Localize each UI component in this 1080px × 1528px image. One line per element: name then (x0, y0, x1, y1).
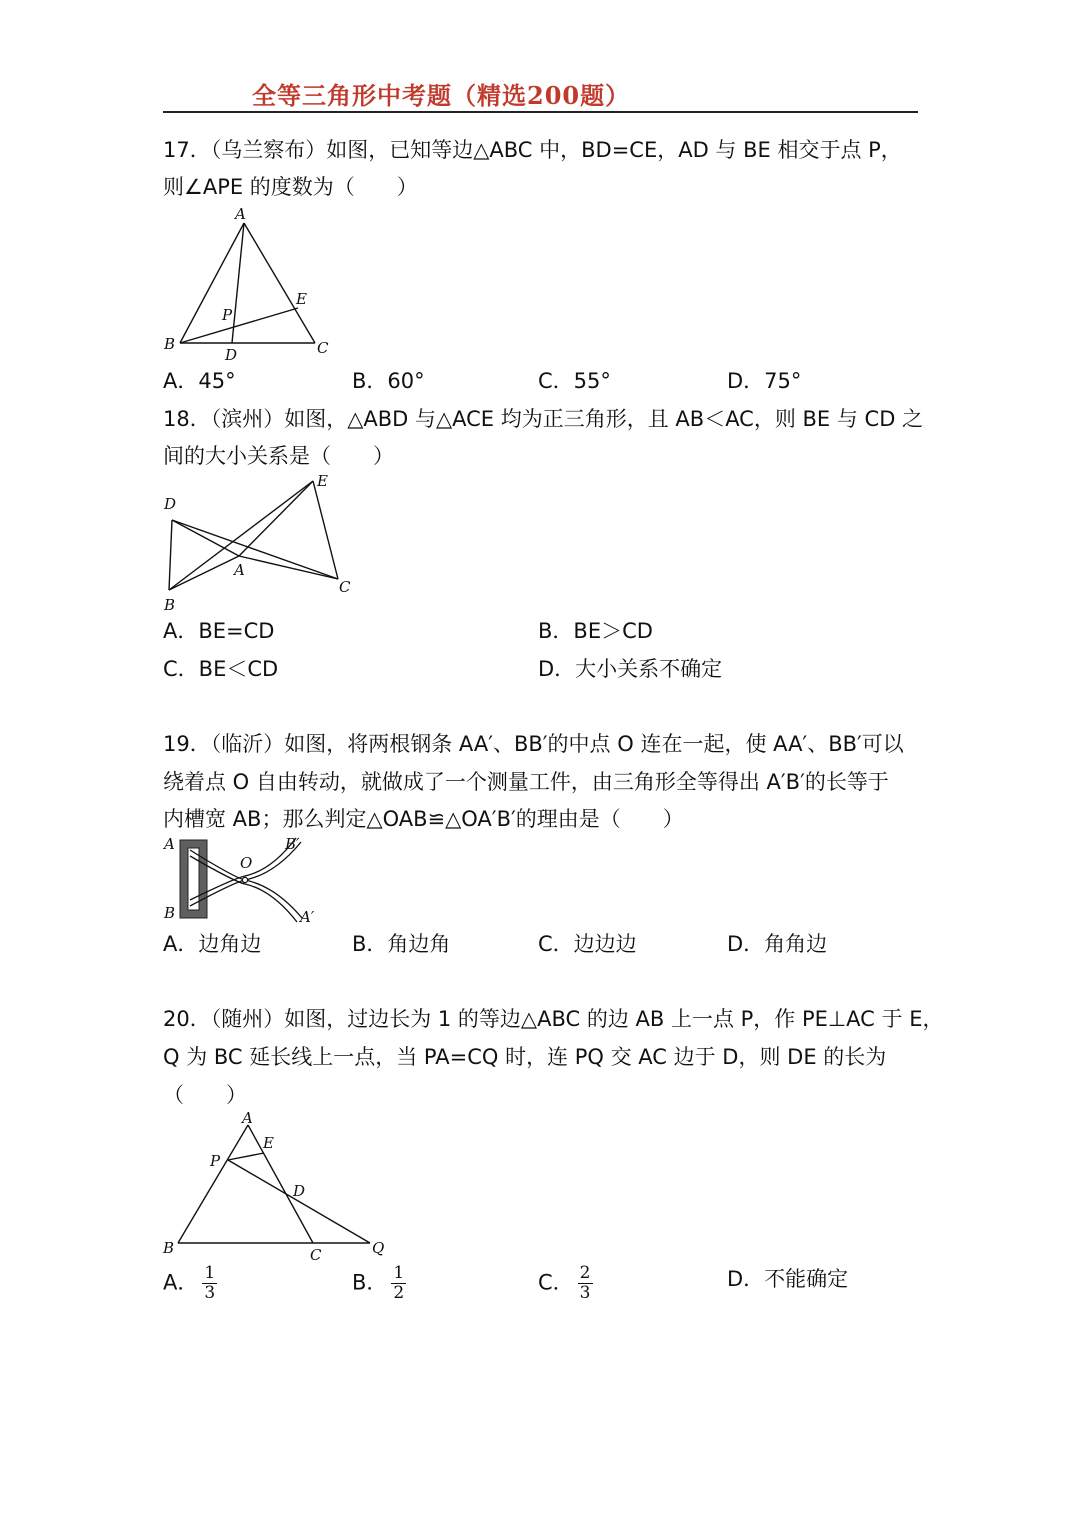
label-e: E (296, 290, 307, 308)
option-d-text: 不能确定 (764, 1267, 849, 1291)
question-17-text-line-1: 17．（乌兰察布）如图，已知等边△ABC 中，BD=CE，AD 与 BE 相交于点 P， (163, 138, 902, 162)
fraction-numerator: 1 (204, 1263, 216, 1283)
label-c: C (339, 578, 351, 596)
label-d: D (293, 1182, 306, 1200)
question-18-option-b: B．BE＞CD (538, 619, 653, 643)
label-e: E (317, 472, 328, 490)
question-19-text-line-1: 19．（临沂）如图，将两根钢条 AA′、BB′的中点 O 连在一起，使 AA′、BB′可以 (163, 732, 904, 756)
segment-ac (244, 223, 315, 343)
question-18-option-d: D．大小关系不确定 (538, 657, 723, 681)
option-d-prefix: D． (727, 1267, 765, 1291)
label-p: P (222, 306, 233, 324)
question-20-option-b (352, 1264, 406, 1303)
label-b: B (164, 596, 176, 614)
label-b: B (163, 1239, 175, 1257)
fraction-denominator: 3 (204, 1283, 216, 1303)
segment-ae (239, 481, 313, 556)
question-17-text-line-2: 则∠APE 的度数为（ ） (163, 175, 418, 199)
label-a: A (234, 561, 245, 579)
label-b: B (164, 904, 176, 922)
fraction-one-third (202, 1264, 217, 1303)
option-a-prefix: A． (163, 1270, 199, 1295)
page-title: 全等三角形中考题（精选200题） (252, 81, 631, 110)
segment-da (172, 520, 239, 556)
question-20-option-c (538, 1264, 593, 1303)
label-d: D (164, 495, 177, 513)
question-20-text-line-3: （ ） (163, 1083, 247, 1107)
fraction-two-thirds (578, 1264, 593, 1303)
label-b-prime: B′ (285, 835, 300, 853)
segment-pq (228, 1160, 370, 1243)
title-divider (163, 111, 918, 113)
fraction-one-half (391, 1264, 406, 1303)
fraction-numerator: 2 (579, 1263, 591, 1283)
label-o: O (240, 854, 253, 872)
question-18-figure (160, 468, 360, 616)
label-p: P (210, 1152, 221, 1170)
label-q: Q (372, 1239, 385, 1257)
question-18-option-a: A．BE=CD (163, 619, 275, 643)
question-20-text-line-2: Q 为 BC 延长线上一点，当 PA=CQ 时，连 PQ 交 AC 边于 D，则 DE 的长为 (163, 1045, 887, 1069)
label-c: C (317, 339, 329, 357)
question-19-text-line-2: 绕着点 O 自由转动，就做成了一个测量工件，由三角形全等得出 A′B′的长等于 (163, 770, 889, 794)
label-e: E (263, 1134, 274, 1152)
segment-ac (239, 556, 338, 579)
label-a: A (164, 835, 175, 853)
question-17-option-d: D．75° (727, 369, 802, 393)
question-18-text-line-1: 18．（滨州）如图，△ABD 与△ACE 均为正三角形，且 AB＜AC，则 BE 与 CD 之 (163, 407, 924, 431)
question-19-option-a: A．边角边 (163, 932, 262, 956)
option-c-prefix: C． (538, 1270, 574, 1295)
question-17-figure (160, 203, 340, 365)
question-17-option-a: A．45° (163, 369, 236, 393)
question-18-option-c: C．BE＜CD (163, 657, 279, 681)
question-17-option-c: C．55° (538, 369, 611, 393)
label-b: B (164, 335, 176, 353)
question-18-text-line-2: 间的大小关系是（ ） (163, 444, 394, 468)
question-17-option-b: B．60° (352, 369, 425, 393)
option-b-prefix: B． (352, 1270, 388, 1295)
question-19-option-b: B．角边角 (352, 932, 451, 956)
fraction-numerator: 1 (393, 1263, 405, 1283)
segment-db (169, 520, 172, 590)
label-c: C (310, 1246, 322, 1264)
question-20-figure (160, 1108, 395, 1264)
label-a: A (235, 205, 246, 223)
question-20-text-line-1: 20．（随州）如图，过边长为 1 的等边△ABC 的边 AB 上一点 P，作 PE⊥AC 于 E， (163, 1007, 944, 1031)
label-d: D (225, 346, 238, 364)
segment-pe (228, 1153, 264, 1160)
question-19-figure (160, 834, 330, 930)
fraction-denominator: 2 (393, 1283, 405, 1303)
segment-be (180, 308, 298, 343)
segment-dc (172, 520, 338, 579)
pivot-o (242, 877, 247, 882)
label-a: A (242, 1109, 253, 1127)
label-a-prime: A′ (300, 908, 315, 926)
question-20-option-a (163, 1264, 217, 1303)
segment-ec (313, 481, 338, 579)
question-19-text-line-3: 内槽宽 AB；那么判定△OAB≌△OA′B′的理由是（ ） (163, 807, 684, 831)
fraction-denominator: 3 (579, 1283, 591, 1303)
question-19-option-d: D．角角边 (727, 932, 828, 956)
question-20-option-d (727, 1264, 848, 1294)
question-19-option-c: C．边边边 (538, 932, 637, 956)
segment-ab (178, 1125, 248, 1243)
segment-ba (169, 556, 239, 590)
